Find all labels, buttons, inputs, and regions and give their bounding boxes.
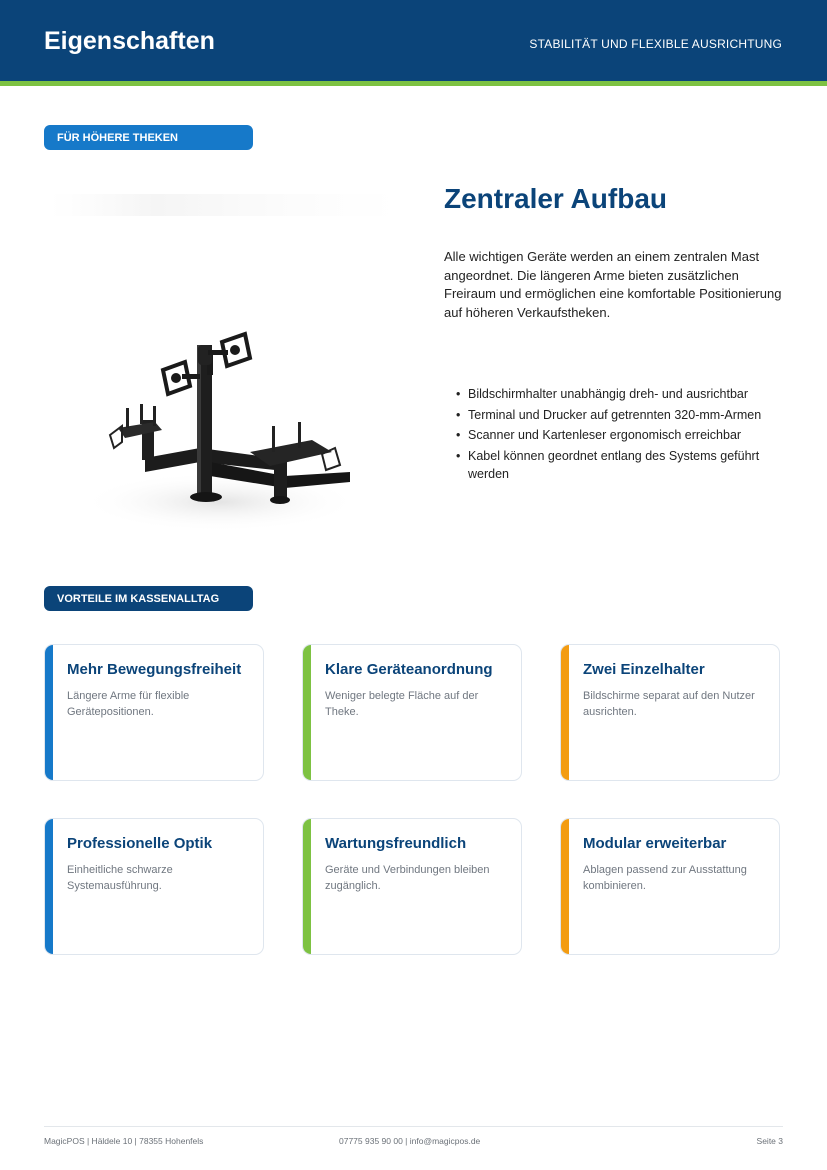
footer-page-number: Seite 3 bbox=[756, 1136, 783, 1146]
bullet-marker: • bbox=[456, 448, 461, 463]
card-title: Zwei Einzelhalter bbox=[583, 661, 705, 678]
card-title: Professionelle Optik bbox=[67, 835, 213, 852]
pos-mount-illustration bbox=[50, 190, 400, 540]
feature-card bbox=[44, 818, 264, 955]
card-description: Bildschirme separat auf den Nutzer ausrichten. bbox=[583, 690, 755, 718]
card-accent-bar bbox=[45, 645, 53, 780]
feature-card bbox=[302, 644, 522, 781]
card-description: Längere Arme für flexible Gerätepositionen. bbox=[67, 690, 190, 718]
card-description: Ablagen passend zur Ausstattung kombinieren. bbox=[583, 864, 747, 892]
card-title: Mehr Bewegungsfreiheit bbox=[67, 661, 242, 678]
card-accent-bar bbox=[561, 819, 569, 954]
feature-card bbox=[560, 644, 780, 781]
intro-paragraph: Alle wichtigen Geräte werden an einem zentralen Mast angeordnet. Die längeren Arme bieten zusätzlichen Freiraum und ermöglichen eine komfortable Positionierung auf höheren Verkaufstheken. bbox=[444, 249, 782, 320]
page-title: Eigenschaften bbox=[44, 27, 215, 55]
product-image bbox=[50, 190, 400, 540]
card-description: Geräte und Verbindungen bleiben zugänglich. bbox=[325, 864, 490, 892]
bullet-marker: • bbox=[456, 407, 461, 422]
feature-card bbox=[302, 818, 522, 955]
footer-contact: 07775 935 90 00 | info@magicpos.de bbox=[339, 1136, 481, 1146]
bullet-marker: • bbox=[456, 428, 461, 442]
card-title: Modular erweiterbar bbox=[583, 835, 727, 852]
footer-address: MagicPOS | Häldele 10 | 78355 Hohenfels bbox=[44, 1136, 204, 1146]
list-item bbox=[456, 426, 776, 444]
feature-card bbox=[44, 644, 264, 781]
card-description: Einheitliche schwarze Systemausführung. bbox=[67, 864, 173, 892]
card-title: Klare Geräteanordnung bbox=[325, 661, 493, 678]
feature-card bbox=[560, 818, 780, 955]
list-item bbox=[456, 385, 776, 403]
footer-divider bbox=[44, 1126, 783, 1127]
header-accent-stripe bbox=[0, 81, 827, 86]
section-label-higher-counters: FÜR HÖHERE THEKEN bbox=[44, 125, 253, 150]
list-item-text: Kabel können geordnet entlang des Systems geführt werden bbox=[468, 448, 760, 481]
page-subtitle: STABILITÄT UND FLEXIBLE AUSRICHTUNG bbox=[529, 37, 782, 51]
card-title: Wartungsfreundlich bbox=[325, 835, 467, 852]
list-item-text: Bildschirmhalter unabhängig dreh- und ausrichtbar bbox=[468, 387, 749, 401]
card-accent-bar bbox=[303, 819, 311, 954]
card-accent-bar bbox=[45, 819, 53, 954]
card-accent-bar bbox=[303, 645, 311, 780]
section-heading: Zentraler Aufbau bbox=[444, 183, 667, 214]
list-item bbox=[456, 406, 776, 424]
card-accent-bar bbox=[561, 645, 569, 780]
bullet-marker: • bbox=[456, 387, 461, 401]
list-item-text: Scanner und Kartenleser ergonomisch erreichbar bbox=[468, 428, 742, 442]
list-item bbox=[456, 447, 776, 483]
list-item-text: Terminal und Drucker auf getrennten 320-mm-Armen bbox=[468, 407, 762, 422]
feature-list bbox=[456, 385, 776, 485]
page-header bbox=[0, 0, 827, 81]
section-label-advantages: VORTEILE IM KASSENALLTAG bbox=[44, 586, 253, 611]
card-description: Weniger belegte Fläche auf der Theke. bbox=[325, 690, 479, 718]
